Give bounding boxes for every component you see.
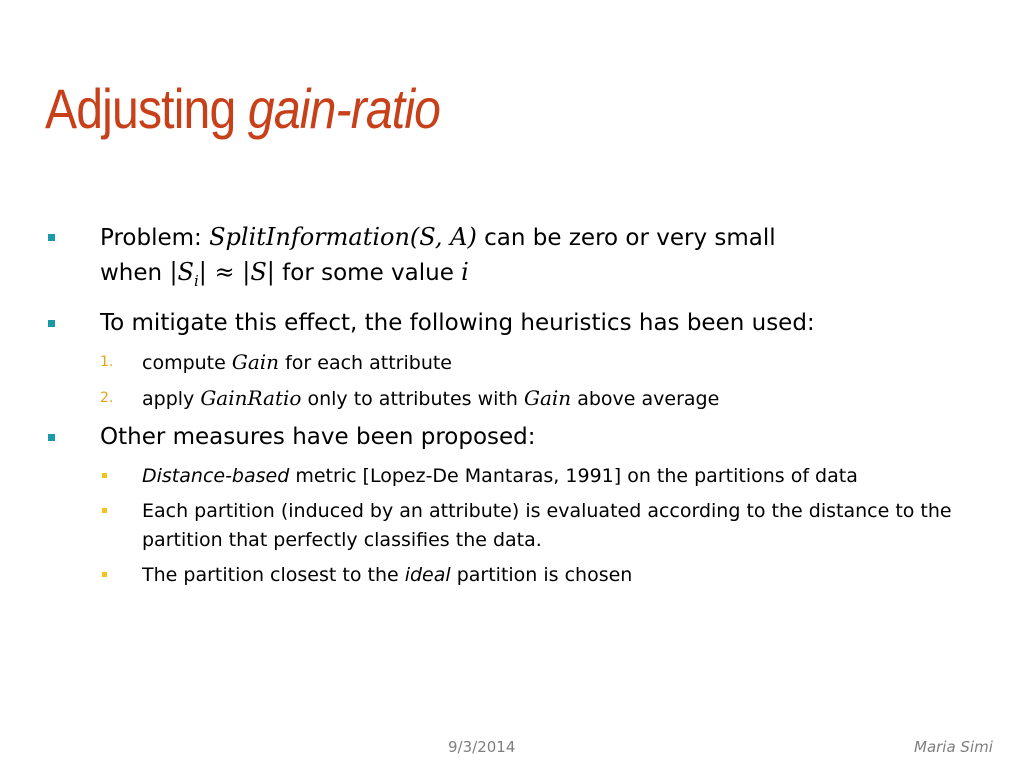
problem-line2-prefix: when [100,260,170,286]
other-measures-text: Other measures have been proposed: [100,423,536,450]
teal-square-bullet-icon [48,434,55,441]
distance-based-term: Distance-based [142,464,290,487]
list-item-step-1: 1. compute Gain for each attribute [48,348,968,378]
step-number: 2. [100,389,114,406]
gain-term: Gain [231,349,280,374]
slide-title-plain: Adjusting [45,77,248,140]
yellow-square-bullet-icon [102,508,107,513]
slide-content [48,220,968,596]
ideal-term: ideal [404,563,451,586]
problem-line2-mid: for some value [274,260,462,286]
variable-i: i [461,258,469,286]
mitigate-text: To mitigate this effect, the following heuristics has been used: [100,309,815,336]
split-information-formula: SplitInformation(S, A) [209,223,477,251]
bullet-mitigate [48,306,968,340]
yellow-square-bullet-icon [102,572,107,577]
list-item-distance-based: Distance-based metric [Lopez-De Mantaras, 1991] on the partitions of data [48,462,968,491]
problem-mid: can be zero or very small [476,225,776,251]
bullet-other-measures [48,420,968,454]
list-item-partition-evaluated: Each partition (induced by an attribute) is evaluated according to the distance to the partition that perfectly classifies the data. [48,497,968,555]
problem-prefix: Problem: [100,225,210,251]
gain-ratio-term: GainRatio [200,385,302,410]
slide-title-italic: gain-ratio [247,77,441,140]
list-item-step-2: 2. apply GainRatio only to attributes with Gain above average [48,384,968,414]
gain-term: Gain [523,385,572,410]
slide-title [45,78,440,140]
teal-square-bullet-icon [48,320,55,327]
footer-date: 9/3/2014 [448,738,516,756]
yellow-square-bullet-icon [102,473,107,478]
bullet-problem [48,220,968,298]
list-item-closest-partition: The partition closest to the ideal partition is chosen [48,561,968,590]
footer-author: Maria Simi [914,738,993,756]
teal-square-bullet-icon [48,234,55,241]
condition-formula: $|S_i| \approx |S|$ [169,258,275,290]
step-number: 1. [100,353,114,370]
